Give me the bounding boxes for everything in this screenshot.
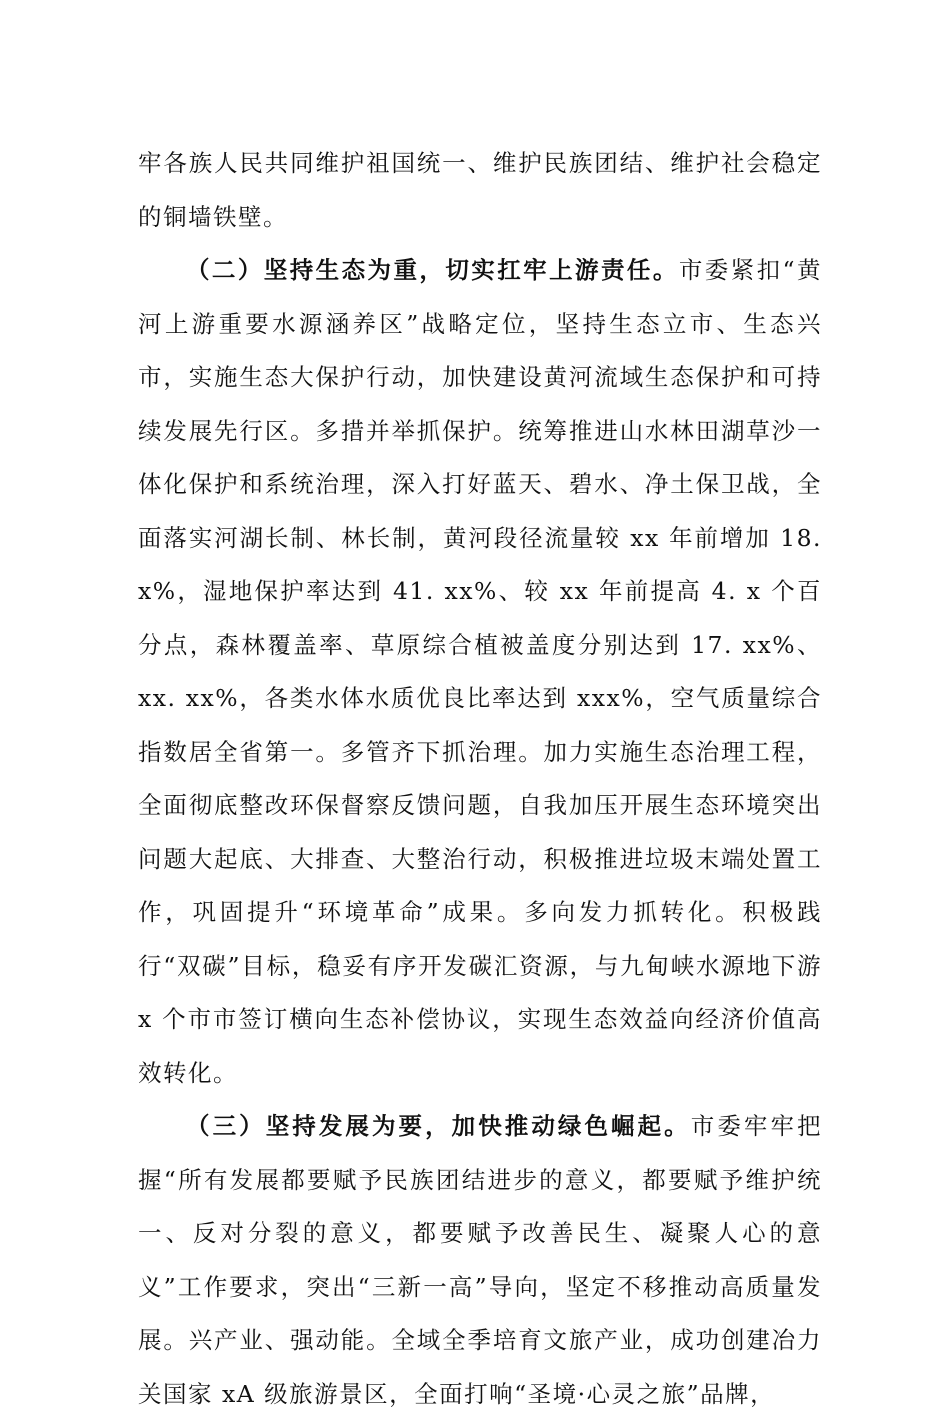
paragraph-section-3 (138, 1100, 822, 1421)
paragraph-section-2 (138, 244, 822, 1100)
body-text (138, 137, 822, 1421)
section-heading: （二）坚持生态为重，切实扛牢上游责任。 (186, 256, 679, 284)
paragraph-continuation (138, 137, 822, 244)
paragraph-text: 市委紧扣“黄河上游重要水源涵养区”战略定位，坚持生态立市、生态兴市，实施生态大保护行动，加快建设黄河流域生态保护和可持续发展先行区。多措并举抓保护。统筹推进山水林田湖草沙一体化保护和系统治理，深入打好蓝天、碧水、净土保卫战，全面落实河湖长制、林长制，黄河段径流量较 xx 年前增加 18. x%，湿地保护率达到 41. xx%、较 xx 年前提高 4. x 个百分点，森林覆盖率、草原综合植被盖度分别达到 17. xx%、xx. xx%，各类水体水质优良比率达到 xxx%，空气质量综合指数居全省第一。多管齐下抓治理。加力实施生态治理工程，全面彻底整改环保督察反馈问题，自我加压开展生态环境突出问题大起底、大排查、大整治行动，积极推进垃圾末端处置工作，巩固提升“环境革命”成果。多向发力抓转化。积极践行“双碳”目标，稳妥有序开发碳汇资源，与九甸峡水源地下游 x 个市市签订横向生态补偿协议，实现生态效益向经济价值高效转化。 (138, 256, 823, 1087)
section-heading: （三）坚持发展为要，加快推动绿色崛起。 (186, 1112, 691, 1140)
paragraph-text: 牢各族人民共同维护祖国统一、维护民族团结、维护社会稳定的铜墙铁壁。 (138, 149, 822, 231)
paragraph-text: 市委牢牢把握“所有发展都要赋予民族团结进步的意义，都要赋予维护统一、反对分裂的意义，都要赋予改善民生、凝聚人心的意义”工作要求，突出“三新一高”导向，坚定不移推动高质量发展。兴产业、强动能。全域全季培育文旅产业，成功创建冶力关国家 xA 级旅游景区，全面打响“圣境·心灵之旅”品牌， (138, 1112, 823, 1408)
